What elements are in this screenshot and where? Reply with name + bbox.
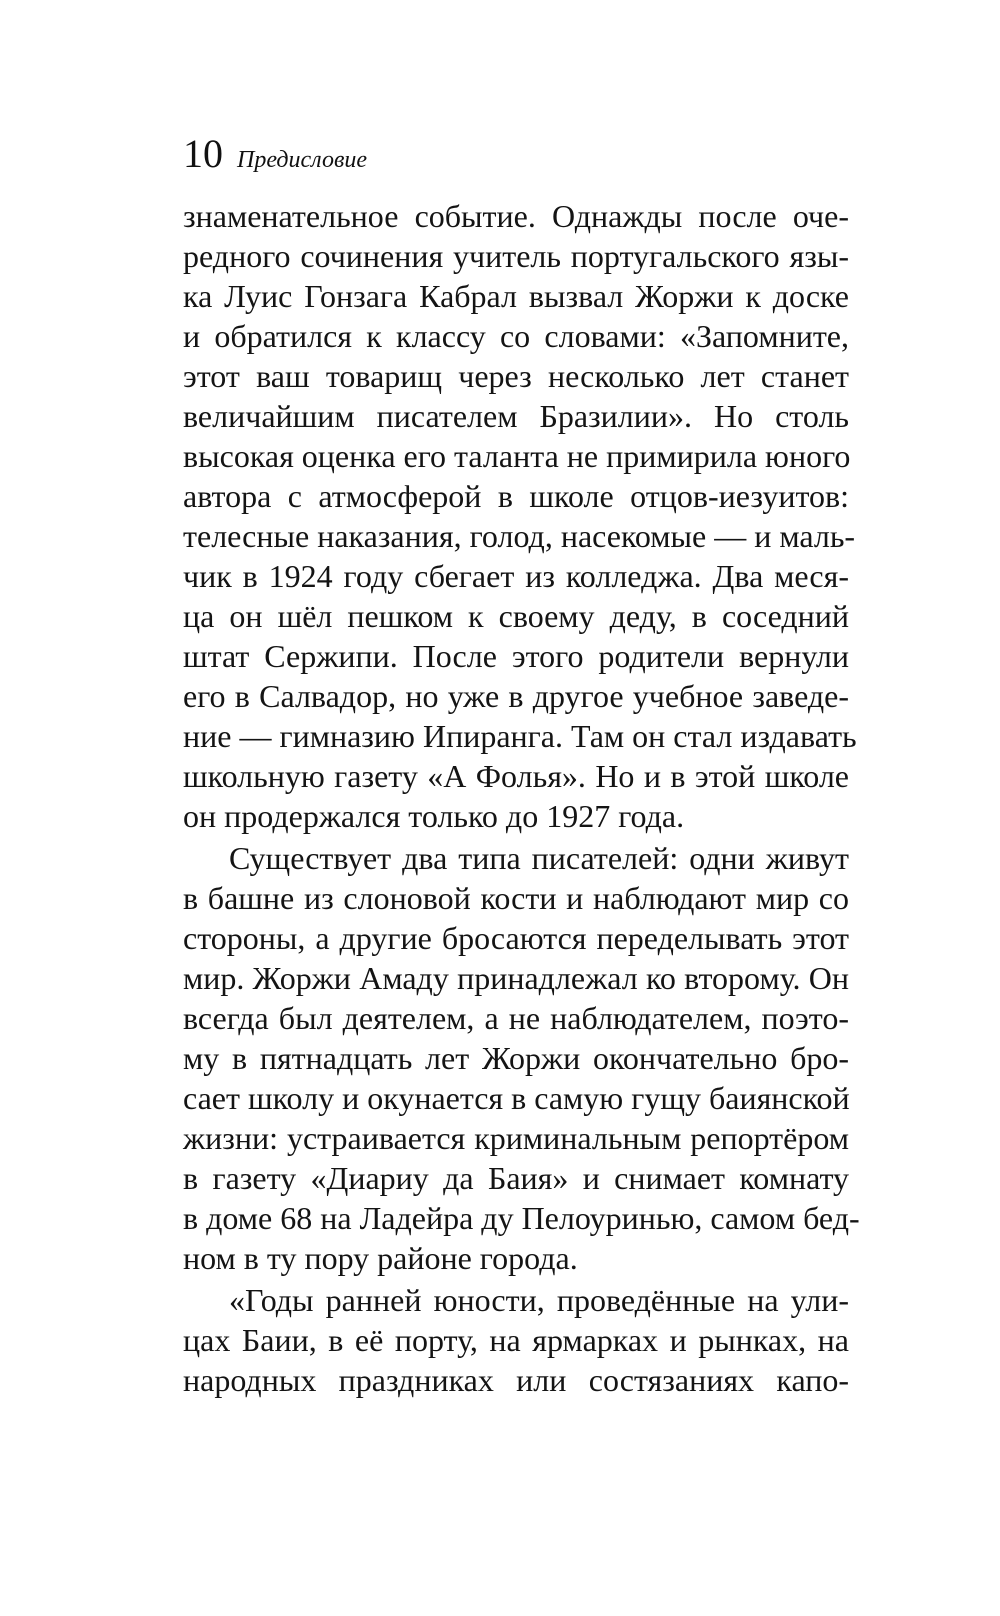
text-line: ном в ту пору районе города. xyxy=(183,1240,578,1276)
text-line: жизни: устраивается криминальным репортёром xyxy=(183,1120,849,1156)
running-title: Предисловие xyxy=(237,147,368,173)
text-line: цах Баии, в её порту, на ярмарках и рынках, на xyxy=(183,1322,849,1358)
text-line: знаменательное событие. Однажды после оче- xyxy=(183,198,849,234)
text-line: стороны, а другие бросаются переделывать этот xyxy=(183,920,849,956)
text-line: в газету «Диариу да Баия» и снимает комнату xyxy=(183,1160,849,1196)
text-line: ка Луис Гонзага Кабрал вызвал Жоржи к доске xyxy=(183,278,849,314)
text-line: Существует два типа писателей: одни живут xyxy=(229,840,849,876)
text-line: в башне из слоновой кости и наблюдают мир со xyxy=(183,880,849,916)
text-line: высокая оценка его таланта не примирила юного xyxy=(183,438,851,474)
text-line: мир. Жоржи Амаду принадлежал ко второму. Он xyxy=(183,960,849,996)
page-number: 10 xyxy=(183,131,223,176)
text-line: он продержался только до 1927 года. xyxy=(183,798,685,834)
text-line: в доме 68 на Ладейра ду Пелоуринью, самом бед- xyxy=(183,1200,860,1236)
text-line: телесные наказания, голод, насекомые — и маль- xyxy=(183,518,856,554)
text-line: ние — гимназию Ипиранга. Там он стал издавать xyxy=(183,718,857,754)
text-line: редного сочинения учитель португальского язы- xyxy=(183,238,849,274)
text-line: автора с атмосферой в школе отцов-иезуитов: xyxy=(183,478,849,514)
text-line: школьную газету «А Фолья». Но и в этой школе xyxy=(183,758,849,794)
text-line: народных праздниках или состязаниях капо- xyxy=(183,1362,849,1398)
text-line: этот ваш товарищ через несколько лет станет xyxy=(183,358,849,394)
text-line: сает школу и окунается в самую гущу баиянской xyxy=(183,1080,850,1116)
text-line: всегда был деятелем, а не наблюдателем, поэто- xyxy=(183,1000,849,1036)
paragraph-2 xyxy=(183,838,860,1278)
text-line: величайшим писателем Бразилии». Но столь xyxy=(183,398,849,434)
text-line: штат Сержипи. После этого родители вернули xyxy=(183,638,849,674)
text-line: му в пятнадцать лет Жоржи окончательно бро- xyxy=(183,1040,849,1076)
page-header xyxy=(183,130,367,180)
paragraph-3 xyxy=(183,1280,849,1400)
text-line: «Годы ранней юности, проведённые на ули- xyxy=(229,1282,849,1318)
body-text xyxy=(183,196,860,1400)
paragraph-1 xyxy=(183,196,857,836)
text-line: чик в 1924 году сбегает из колледжа. Два меся- xyxy=(183,558,849,594)
text-line: ца он шёл пешком к своему деду, в соседний xyxy=(183,598,849,634)
text-line: его в Салвадор, но уже в другое учебное заведе- xyxy=(183,678,849,714)
text-line: и обратился к классу со словами: «Запомните, xyxy=(183,318,849,354)
